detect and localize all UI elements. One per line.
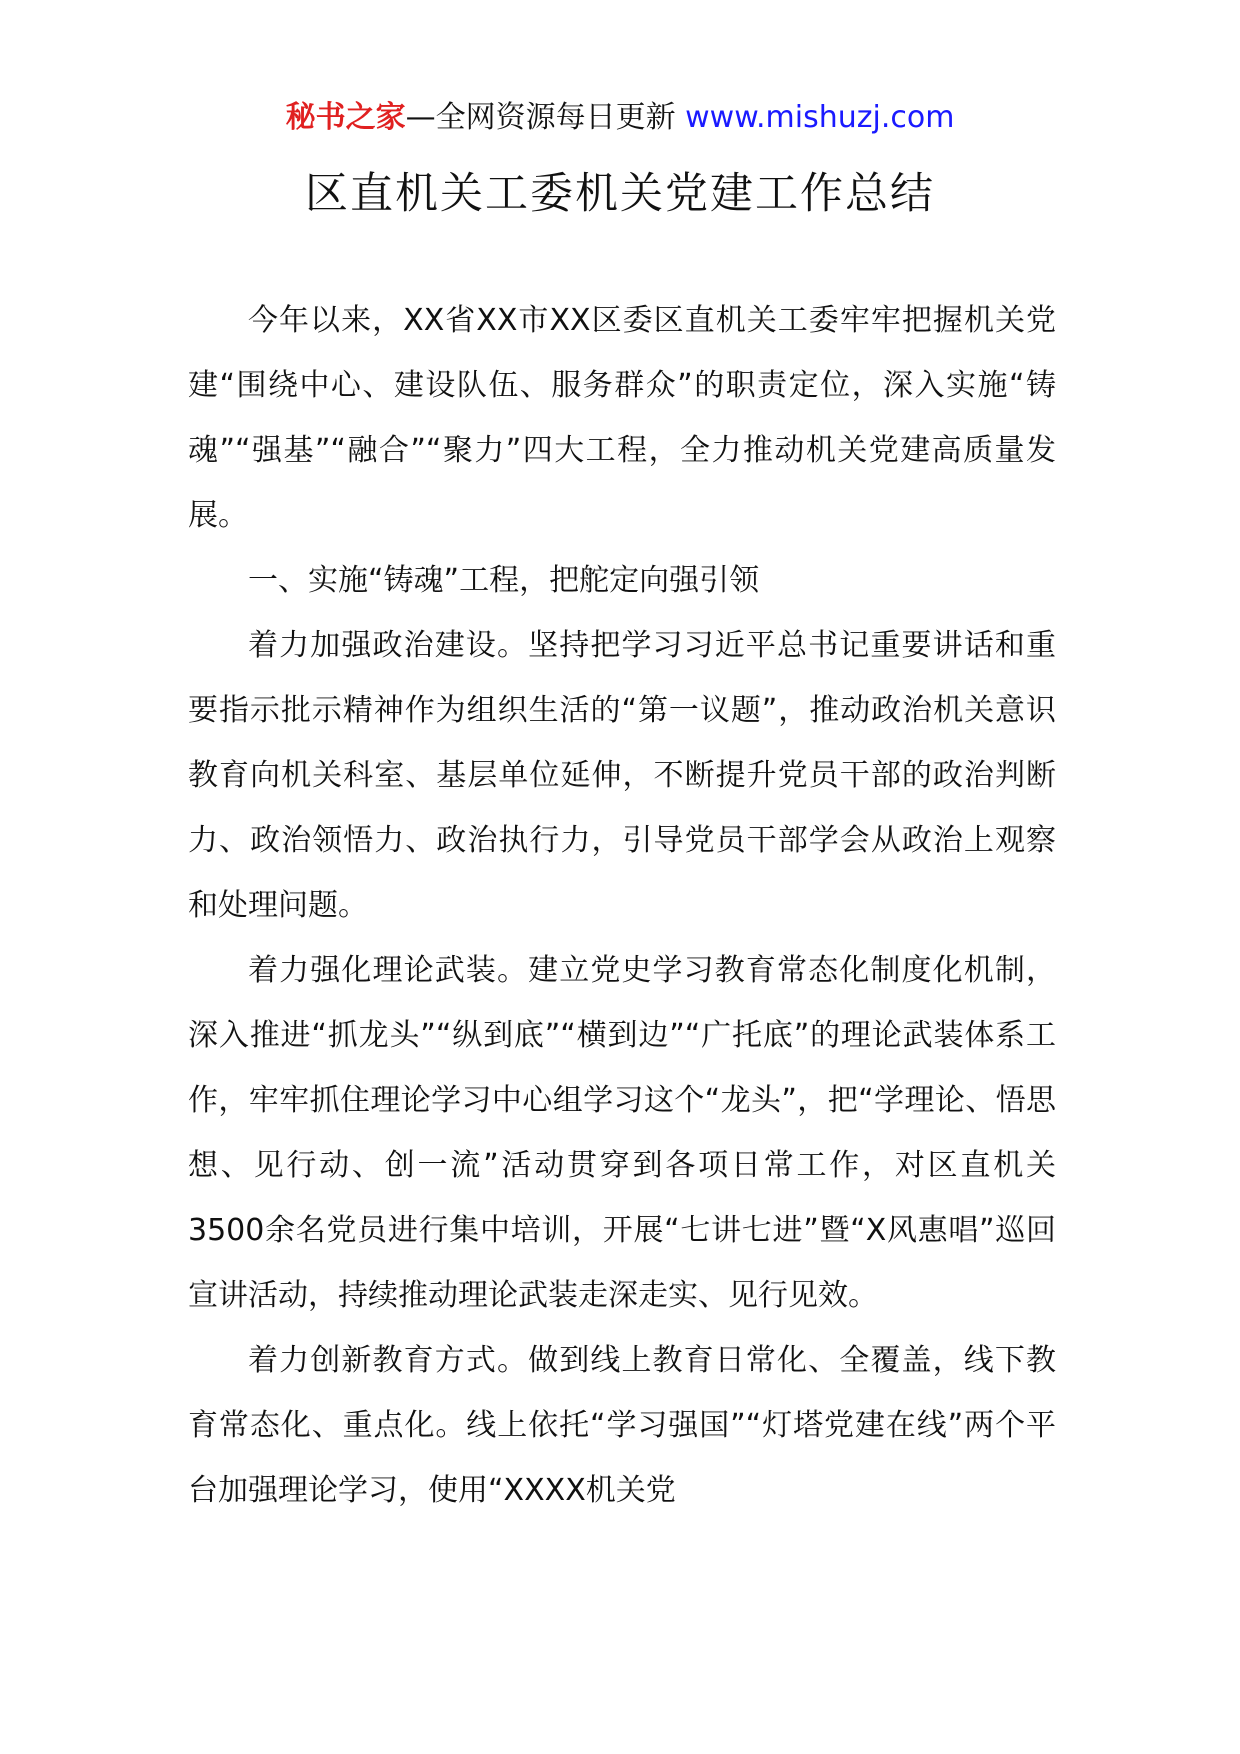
document-title: 区直机关工委机关党建工作总结 — [305, 169, 935, 219]
section-heading: 一、实施“铸魂”工程，把舵定向强引领 — [248, 563, 760, 598]
body-paragraph: 着力加强政治建设。坚持把学习习近平总书记重要讲话和重要指示批示精神作为组织生活的“第一议题”，推动政治机关意识教育向机关科室、基层单位延伸，不断提升党员干部的政治判断力、政治领悟力、政治执行力，引导党员干部学会从政治上观察和处理问题。 — [188, 628, 1056, 923]
body-paragraph: 着力强化理论武装。建立党史学习教育常态化制度化机制，深入推进“抓龙头”“纵到底”“横到边”“广托底”的理论武装体系工作，牢牢抓住理论学习中心组学习这个“龙头”，把“学理论、悟思想、见行动、创一流”活动贯穿到各项日常工作，对区直机关3500余名党员进行集中培训，开展“七讲七进”暨“X风惠唱”巡回宣讲活动，持续推动理论武装走深走实、见行见效。 — [188, 953, 1056, 1313]
brand-name: 秘书之家 — [285, 100, 406, 135]
body-paragraph: 着力创新教育方式。做到线上教育日常化、全覆盖，线下教育常态化、重点化。线上依托“学习强国”“灯塔党建在线”两个平台加强理论学习，使用“XXXX机关党 — [188, 1343, 1056, 1508]
site-url-link[interactable]: www.mishuzj.com — [685, 100, 955, 135]
document-body — [188, 288, 1056, 1523]
header-slogan: —全网资源每日更新 — [405, 100, 686, 135]
intro-paragraph: 今年以来，XX省XX市XX区委区直机关工委牢牢把握机关党建“围绕中心、建设队伍、服务群众”的职责定位，深入实施“铸魂”“强基”“融合”“聚力”四大工程，全力推动机关党建高质量发展。 — [188, 303, 1056, 533]
site-header — [0, 98, 1240, 138]
